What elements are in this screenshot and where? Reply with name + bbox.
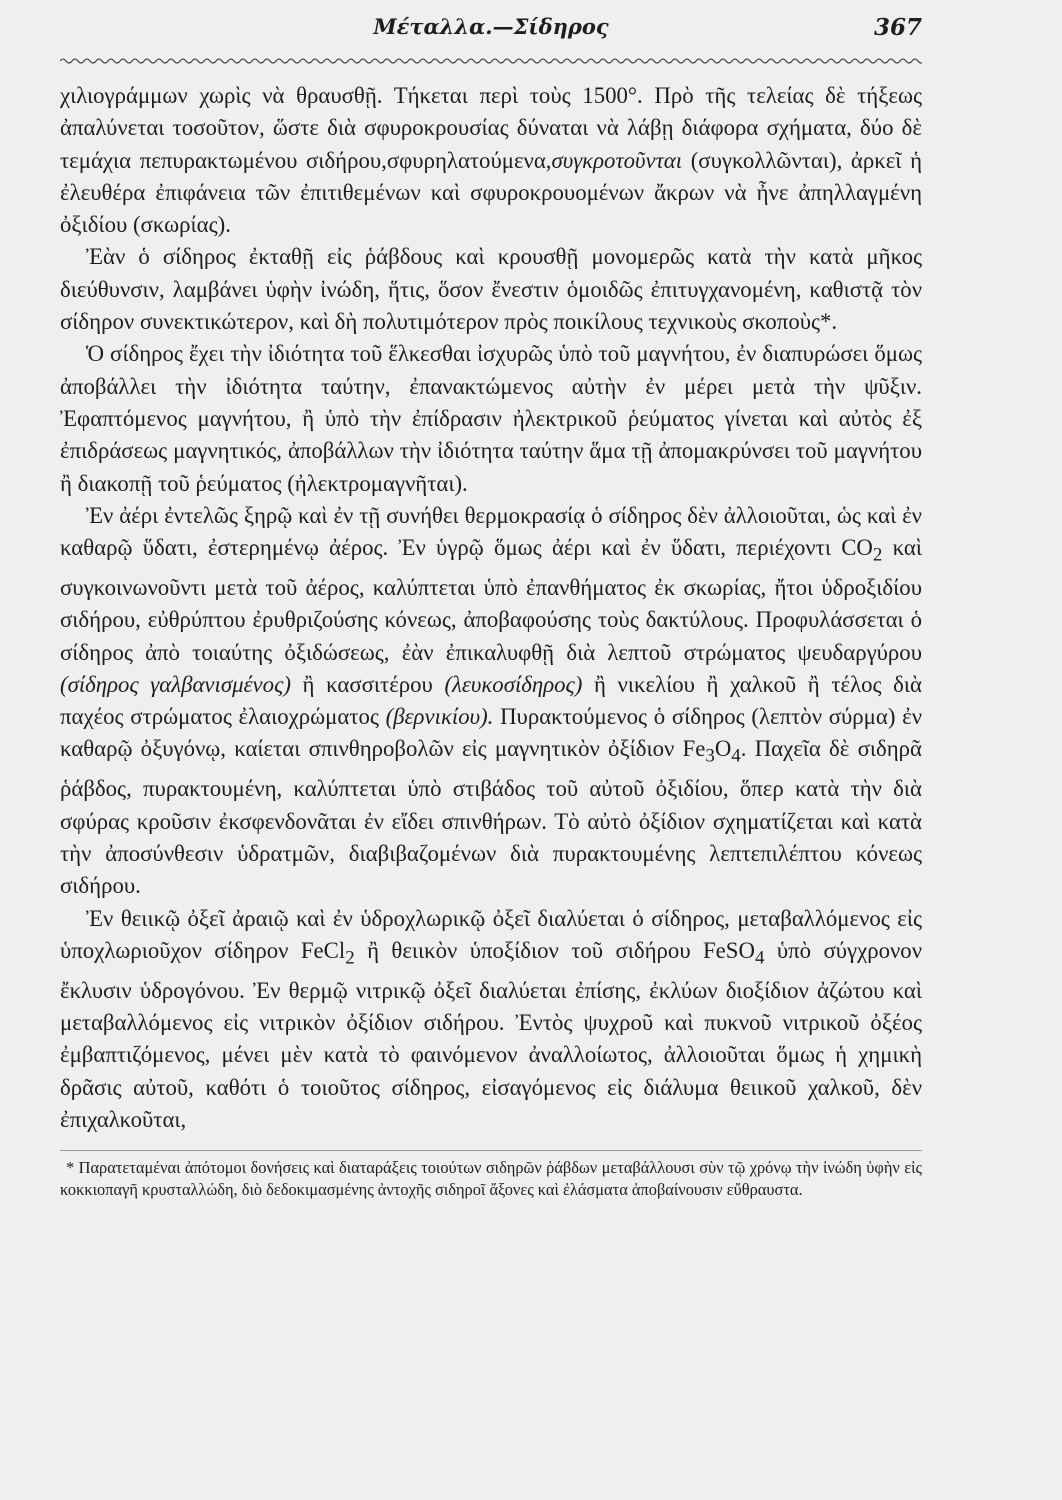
wavy-rule-divider (60, 56, 922, 66)
text-run: ἢ νικελίου ἢ χαλκοῦ ἢ τέλος διὰ παχέος στρώματος ἐλαιοχρώματος (60, 671, 922, 730)
text-run: ὑπὸ σύγχρονον ἔκλυσιν ὑδρογόνου. Ἐν θερμῷ νιτρικῷ ὀξεῖ διαλύεται ἐπίσης, ἐκλύων διοξίδιον ἀζώτου καὶ μεταβαλλόμενος εἰς νιτρικὸν ὀξίδιον σιδήρου. Ἐντὸς ψυχροῦ καὶ πυκνοῦ νιτρικοῦ ὀξέος ἐμβαπτιζόμενος, μένει μὲν κατὰ τὸ φαινόμενον ἀναλλοίωτος, ἀλλοιοῦται ὅμως ἡ χημικὴ δρᾶσις αὐτοῦ, καθότι ὁ τοιοῦτος σίδηρος, εἰσαγόμενος εἰς διάλυμα θειικοῦ χαλκοῦ, δὲν ἐπιχαλκοῦται, (60, 937, 922, 1132)
text-run: Πυρακτούμενος ὁ σίδηρος (λεπτὸν σύρμα) ἐν καθαρῷ ὀξυγόνῳ, καίεται σπινθηροβολῶν εἰς μαγνητικὸν ὀξίδιον Fe (60, 704, 923, 762)
italic-term: συγκροτοῦνται (551, 147, 683, 173)
paragraph-acids (60, 903, 922, 1137)
book-page (60, 14, 922, 1484)
text-run: ἢ θειικὸν ὑποξίδιον τοῦ σιδήρου FeSO (354, 937, 755, 963)
paragraph-fibrous-structure (60, 241, 922, 338)
subscript: 3 (705, 746, 715, 768)
text-run: χιλιογράμμων χωρὶς νὰ θραυσθῇ. Τήκεται περὶ τοὺς 1500°. Πρὸ τῆς τελείας δὲ τήξεως ἀπαλύνεται τοσοῦτον, ὥστε διὰ σφυροκρουσίας δύναται νὰ λάβῃ διάφορα σχήματα, δύο δὲ τεμάχια πεπυρακτωμένου σιδήρου,σφυρηλατούμενα, (60, 83, 922, 173)
subscript: 4 (754, 947, 765, 969)
text-run: καὶ συγκοινωνοῦντι μετὰ τοῦ ἀέρος, καλύπτεται ὑπὸ ἐπανθήματος ἐκ σκωρίας, ἤτοι ὑδροξιδίου σιδήρου, εὐθρύπτου ἐρυθριζούσης κόνεως, ἀποβαφούσης τοὺς δακτύλους. Προφυλάσσεται ὁ σίδηρος ἀπὸ τοιαύτης ὀξιδώσεως, ἐὰν ἐπικαλυφθῇ διὰ λεπτοῦ στρώματος ψευδαργύρου (60, 535, 922, 665)
paragraph-oxidation (60, 500, 922, 903)
footnote-divider (60, 1150, 922, 1151)
footnote-text: Παρατεταμέναι ἀπότομοι δονήσεις καὶ διαταράξεις τοιούτων σιδηρῶν ῥάβδων μεταβάλλουσι σὺν τῷ χρόνῳ τὴν ἰνώδη ὑφὴν εἰς κοκκιοπαγῆ κρυσταλλώδη, διὸ δεδοκιμασμένης ἀντοχῆς σιδηροῖ ἄξονες καὶ ἐλάσματα ἀποβαίνουσιν εὔθραυστα. (60, 1158, 922, 1200)
subscript: 2 (872, 544, 883, 566)
running-head (60, 14, 922, 56)
italic-term: (σίδηρος γαλβανισμένος) (60, 671, 291, 697)
text-run: . Παχεῖα δὲ σιδηρᾶ ῥάβδος, πυρακτουμένη, καλύπτεται ὑπὸ στιβάδος τοῦ αὐτοῦ ὀξιδίου, ὅπερ κατὰ τὴν διὰ σφύρας κροῦσιν ἐκσφενδονᾶται ἐν εἴδει σπινθήρων. Τὸ αὐτὸ ὀξίδιον σχηματίζεται καὶ κατὰ τὴν ἀποσύνθεσιν ὑδρατμῶν, διαβιβαζομένων διὰ πυρακτουμένης λεπτεπιλέπτου κόνεως σιδήρου. (60, 736, 922, 899)
italic-term: (βερνικίου). (385, 704, 494, 730)
footnote (60, 1157, 922, 1201)
subscript: 4 (731, 746, 741, 768)
subscript: 2 (345, 947, 355, 969)
paragraph-magnetism (60, 338, 922, 499)
body-text (60, 80, 922, 1136)
text-run: (συγκολλῶνται), ἀρκεῖ ἡ ἐλευθέρα ἐπιφάνεια τῶν ἐπιτιθεμένων καὶ σφυροκρουομένων ἄκρων νὰ ἦνε ἀπηλλαγμένη ὀξιδίου (σκωρίας). (60, 147, 922, 238)
text-run: O (714, 736, 732, 762)
text-run: Ὁ σίδηρος ἔχει τὴν ἰδιότητα τοῦ ἕλκεσθαι ἰσχυρῶς ὑπὸ τοῦ μαγνήτου, ἐν διαπυρώσει ὅμως ἀποβάλλει τὴν ἰδιότητα ταύτην, ἐπανακτώμενος αὐτὴν ἐν μέρει μετὰ τὴν ψῦξιν. Ἐφαπτόμενος μαγνήτου, ἢ ὑπὸ τὴν ἐπίδρασιν ἠλεκτρικοῦ ῥεύματος γίνεται καὶ αὐτὸς ἐξ ἐπιδράσεως μαγνητικός, ἀποβάλλων τὴν ἰδιότητα ταύτην ἅμα τῇ ἀπομακρύνσει τοῦ μαγνήτου ἢ διακοπῇ τοῦ ῥεύματος (ἠλεκτρομαγνῆται). (60, 341, 922, 496)
italic-term: (λευκοσίδηρος) (444, 671, 583, 697)
page-number: 367 (873, 14, 922, 41)
paragraph-melting (60, 80, 922, 241)
text-run: Ἐὰν ὁ σίδηρος ἐκταθῇ εἰς ῥάβδους καὶ κρουσθῇ μονομερῶς κατὰ τὴν κατὰ μῆκος διεύθυνσιν, λαμβάνει ὑφὴν ἰνώδη, ἥτις, ὅσον ἔνεστιν ὁμοιδῶς ἐπιτυγχανομένη, καθιστᾷ τὸν σίδηρον συνεκτικώτερον, καὶ δὴ πολυτιμότερον πρὸς ποικίλους τεχνικοὺς σκοποὺς*. (60, 244, 922, 335)
text-run: ἢ κασσιτέρου (290, 671, 445, 697)
running-title: Μέταλλα.—Σίδηρος (373, 14, 609, 39)
footnote-marker: * (66, 1158, 75, 1178)
text-run: Ἐν θειικῷ ὀξεῖ ἀραιῷ καὶ ἐν ὑδροχλωρικῷ ὀξεῖ διαλύεται ὁ σίδηρος, μεταβαλλόμενος εἰς ὑποχλωριοῦχον σίδηρον FeCl (60, 905, 922, 963)
text-run: Ἐν ἀέρι ἐντελῶς ξηρῷ καὶ ἐν τῇ συνήθει θερμοκρασίᾳ ὁ σίδηρος δὲν ἀλλοιοῦται, ὡς καὶ ἐν καθαρῷ ὕδατι, ἐστερημένῳ ἀέρος. Ἐν ὑγρῷ ὅμως ἀέρι καὶ ἐν ὕδατι, περιέχοντι CO (60, 502, 922, 561)
